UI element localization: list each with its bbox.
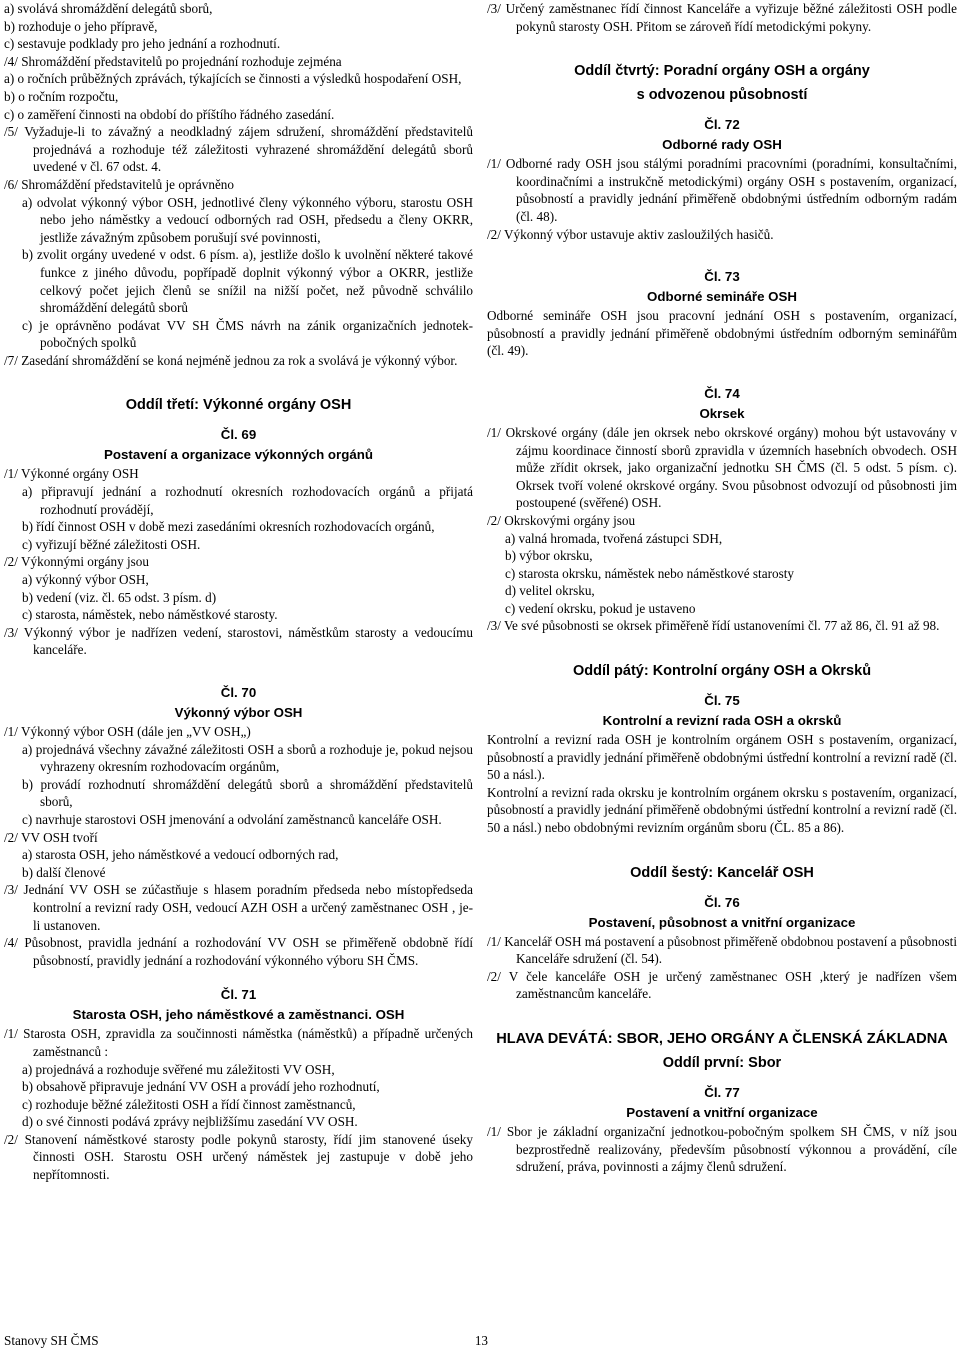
section-title: Oddíl čtvrtý: Poradní orgány OSH a orgány <box>574 63 870 80</box>
list-item: a) výkonný výbor OSH, <box>22 572 149 588</box>
paragraph: /2/ Výkonný výbor ustavuje aktiv zasloužilých hasičů. <box>487 226 774 242</box>
paragraph: /2/ V čele kanceláře OSH je určený zaměstnanec OSH ,který je nadřízen všem zaměstnancům kanceláře. <box>487 968 957 1002</box>
page-number: 13 <box>474 1333 488 1348</box>
list-item: a) připravují jednání a rozhodnutí okresních rozhodovacích orgánů a přijatá rozhodnutí provádějí, <box>22 484 473 517</box>
list-item: c) starosta okrsku, náměstek nebo náměstkové starosty <box>505 565 794 581</box>
section-title: Oddíl šestý: Kancelář OSH <box>630 864 814 881</box>
list-item: b) další členové <box>22 864 106 880</box>
article-title: Okrsek <box>699 405 745 421</box>
article-number: Čl. 75 <box>704 693 740 709</box>
paragraph: /3/ Výkonný výbor je nadřízen vedení, starostovi, náměstkům starosty a vedoucímu kanceláře. <box>4 624 473 658</box>
list-item: b) provádí rozhodnutí shromáždění delegátů sborů a shromáždění představitelů sborů, <box>22 776 473 810</box>
footer-doc-name: Stanovy SH ČMS <box>4 1333 99 1348</box>
list-item: b) obsahově připravuje jednání VV OSH a provádí jeho rozhodnutí, <box>22 1079 380 1095</box>
paragraph: /1/ Okrskové orgány (dále jen okrsek nebo okrskové orgány) mohou být ustavovány v zájmu koordinace činností sborů zpravidla v územních hasebních obvodech. OSH může zřídit okrsek, jako organizační jednotku SH ČMS (čl. 5 odst. 5 písm. c). Okrsek tvoří volené okrskové orgány. Svou působnost odvozují od působnosti jim postoupené (svěřené) OSH. <box>487 424 957 511</box>
list-item: c) starosta, náměstek, nebo náměstkové starosty. <box>22 607 278 623</box>
chapter-title: HLAVA DEVÁTÁ: SBOR, JEHO ORGÁNY A ČLENSKÁ ZÁKLADNA <box>496 1031 948 1047</box>
paragraph: /5/ Vyžaduje-li to závažný a neodkladný zájem sdružení, shromáždění představitelů projednává a rozhoduje též záležitosti vyhrazené shromáždění delegátů sborů uvedené v čl. 67 odst. 4. <box>4 124 473 175</box>
paragraph-head: /6/ Shromáždění představitelů je oprávněno <box>4 176 234 192</box>
list-item: c) je oprávněno podávat VV SH ČMS návrh na zánik organizačních jednotek-pobočných spolků <box>22 317 473 351</box>
list-item: b) výbor okrsku, <box>505 548 593 564</box>
paragraph-head: /2/ Okrskovými orgány jsou <box>487 512 636 528</box>
article-number: Čl. 72 <box>704 117 740 133</box>
paragraph: /7/ Zasedání shromáždění se koná nejméně jednou za rok a svolává je výkonný výbor. <box>4 352 458 368</box>
left-column <box>4 0 473 1184</box>
paragraph: /3/ Určený zaměstnanec řídí činnost Kanceláře a vyřizuje běžné záležitosti OSH podle pokynů starosty OSH. Přitom se zároveň řídí metodickými pokyny. <box>487 1 957 34</box>
list-item: a) starosta OSH, jeho náměstkové a vedoucí odborných rad, <box>22 847 339 863</box>
article-title: Odborné rady OSH <box>662 137 782 153</box>
list-item: b) zvolit orgány uvedené v odst. 6 písm. a), jestliže došlo k uvolnění některé takové funkce z jiného důvodu, popřípadě doplnit výkonný výbor a OKRR, jestliže celkový počet jejich členů se snížil na nižší počet, než původně schválilo shromáždění delegátů sborů <box>22 247 473 316</box>
list-item: c) o zaměření činnosti na období do příštího řádného zasedání. <box>4 106 335 122</box>
article-number: Čl. 69 <box>220 427 257 443</box>
list-item: c) navrhuje starostovi OSH jmenování a odvolání zaměstnanců kanceláře OSH. <box>22 811 442 827</box>
list-item: a) o ročních průběžných zprávách, týkajících se činnosti a výsledků hospodaření OSH, <box>4 71 462 87</box>
list-item: c) vedení okrsku, pokud je ustaveno <box>505 600 696 616</box>
list-item: c) rozhoduje běžné záležitosti OSH a řídí činnost zaměstnanců, <box>22 1096 356 1112</box>
list-item: c) vyřizují běžné záležitosti OSH. <box>22 536 201 552</box>
article-title: Postavení, působnost a vnitřní organizace <box>588 914 856 930</box>
article-title: Postavení a organizace výkonných orgánů <box>104 447 373 463</box>
paragraph: /3/ Ve své působnosti se okrsek přiměřeně řídí ustanoveními čl. 77 až 86, čl. 91 až 98. <box>487 618 940 634</box>
paragraph: Kontrolní a revizní rada OSH je kontrolním orgánem OSH s postavením, organizací, působností a pravidly jednání přiměřeně obdobnými ústřední kontrolní a revizní radě (čl. 50 a násl.). <box>487 732 957 783</box>
list-item: a) odvolat výkonný výbor OSH, jednotlivé členy výkonného výboru, starostu OSH nebo jeho náměstky a vedoucí odborných rad OSH, předsedu a členy OKRR, jestliže závažným způsobem porušují své povinnosti, <box>22 194 473 245</box>
paragraph-head: /1/ Výkonné orgány OSH <box>4 466 139 482</box>
article-number: Čl. 73 <box>704 269 740 285</box>
section-title: Oddíl třetí: Výkonné orgány OSH <box>125 397 352 414</box>
paragraph-head: /1/ Výkonný výbor OSH (dále jen „VV OSH„) <box>4 724 251 739</box>
section-title: Oddíl první: Sbor <box>662 1055 782 1071</box>
paragraph-head: /1/ Starosta OSH, zpravidla za součinnosti náměstka (náměstků) a případně určených zaměstnanců : <box>4 1026 473 1059</box>
list-item: b) o ročním rozpočtu, <box>4 88 119 104</box>
list-item: b) rozhoduje o jeho přípravě, <box>4 18 158 34</box>
article-title: Kontrolní a revizní rada OSH a okrsků <box>602 713 842 729</box>
list-item: c) sestavuje podklady pro jeho jednání a rozhodnutí. <box>4 36 281 52</box>
section-title-cont: s odvozenou působností <box>636 87 808 104</box>
article-number: Čl. 77 <box>704 1085 740 1100</box>
list-item: d) o své činnosti podává zprávy nejbližšímu zasedání VV OSH. <box>22 1114 358 1130</box>
article-title: Odborné semináře OSH <box>647 289 797 305</box>
article-number: Čl. 74 <box>704 385 740 401</box>
list-item: a) projednává a rozhoduje svěřené mu záležitosti VV OSH, <box>22 1061 335 1077</box>
section-title: Oddíl pátý: Kontrolní orgány OSH a Okrsků <box>572 663 872 680</box>
paragraph-head: /2/ VV OSH tvoří <box>4 829 98 845</box>
article-title: Postavení a vnitřní organizace <box>626 1105 818 1120</box>
right-column <box>487 0 957 1176</box>
paragraph: /3/ Jednání VV OSH se zúčastňuje s hlasem poradním předseda nebo místopředseda kontrolní a revizní rady OSH, vedoucí AZH OSH a určený zaměstnanec OSH , je-li ustanoven. <box>4 882 473 933</box>
list-item: d) velitel okrsku, <box>505 583 595 599</box>
article-title: Výkonný výbor OSH <box>174 705 303 720</box>
list-item: a) valná hromada, tvořená zástupci SDH, <box>505 530 723 546</box>
paragraph: /4/ Působnost, pravidla jednání a rozhodování VV OSH se přiměřeně obdobně řídí působností, pravidly jednání a rozhodování výkonného výboru SH ČMS. <box>4 935 473 968</box>
paragraph: /1/ Kancelář OSH má postavení a působnost přiměřeně obdobnou postavení a působnosti Kanceláře sdružení (čl. 54). <box>487 933 957 967</box>
list-item: b) vedení (viz. čl. 65 odst. 3 písm. d) <box>22 589 217 605</box>
list-item: b) řídí činnost OSH v době mezi zasedáními okresních rozhodovacích orgánů, <box>22 519 435 535</box>
paragraph-head: /4/ Shromáždění představitelů po projednání rozhoduje zejména <box>4 53 342 69</box>
paragraph: Kontrolní a revizní rada okrsku je kontrolním orgánem okrsku s postavením, organizací, působností a pravidly jednání přiměřeně obdobnými ústřední kontrolní a revizní radě (čl. 50 a násl.) nebo obdobnými revizním orgánům sboru (ČL. 85 a 86). <box>487 784 957 836</box>
paragraph: /1/ Odborné rady OSH jsou stálými poradními pracovními (poradními, konsultačními, koordinačními a instrukčně metodickými) orgány OSH s postavením, organizací, působností a pravidly jednání přiměřeně obdobnými ústředním odborným radám (čl. 48). <box>487 156 957 224</box>
list-item: a) svolává shromáždění delegátů sborů, <box>4 1 213 16</box>
article-title: Starosta OSH, jeho náměstkové a zaměstnanci. OSH <box>72 1007 405 1023</box>
article-number: Čl. 70 <box>220 685 257 700</box>
paragraph: /1/ Sbor je základní organizační jednotkou-pobočným spolkem SH ČMS, v níž jsou bezprostředně realizovány, především působností výkonnou a provádění, cíle sdružení, práva, povinnosti a zájmy členů sdružení. <box>487 1124 957 1175</box>
article-number: Čl. 76 <box>704 894 740 910</box>
list-item: a) projednává všechny závažné záležitosti OSH a sborů a rozhoduje je, pokud nejsou vyhrazeny okresním rozhodovacím orgánům, <box>22 741 473 775</box>
paragraph: Odborné semináře OSH jsou pracovní jednání OSH s postavením, organizací, působností a pravidly jednání přiměřeně obdobnými ústředním odborným seminářům (čl. 49). <box>487 308 957 359</box>
paragraph: /2/ Stanovení náměstkové starosty podle pokynů starosty, řídí jim stanovené úseky činnosti OSH. Starostu OSH určený náměstek jej zastupuje v době jeho nepřítomnosti. <box>4 1131 473 1183</box>
article-number: Čl. 71 <box>220 987 257 1003</box>
paragraph-head: /2/ Výkonnými orgány jsou <box>4 554 149 570</box>
